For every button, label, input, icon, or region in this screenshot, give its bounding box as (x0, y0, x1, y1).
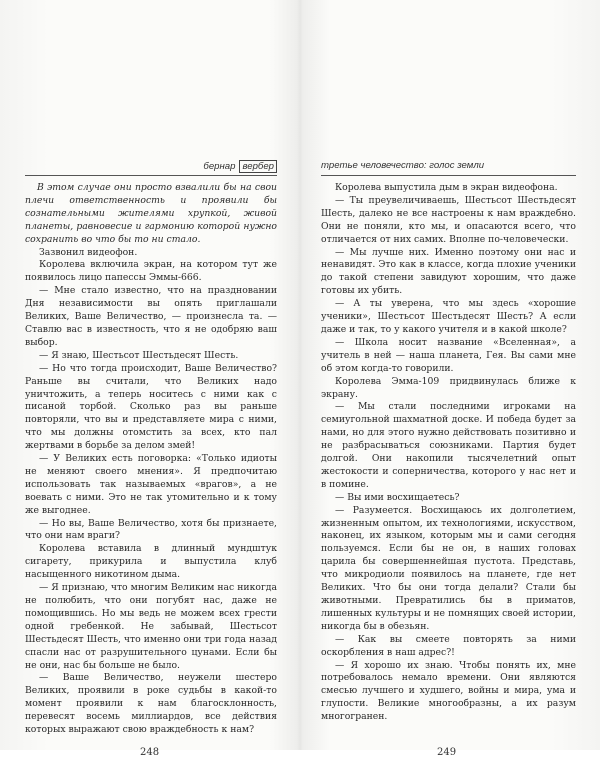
header-rule (25, 175, 277, 176)
paragraph: — Вы ими восхищаетесь? (335, 491, 460, 503)
left-page-body (25, 182, 277, 737)
paragraph: — Мы стали последними игроками на семиугольной шахматной доске. И победа будет за нами, но для этого нужно действовать позитивно и не разбрасываться союзниками. Партия будет долгой. Они накопили тысячелетний опыт жестокости и соперничества, которого у нас нет и в помине. (321, 401, 576, 490)
paragraph: — Ваше Величество, неужели шестеро Великих, проявили в роке судьбы в какой-то момент проявили к нам благосклонность, перевесят восемь миллиардов, все действия которых выражают свою враждебность к нам? (25, 672, 277, 736)
right-running-header (321, 160, 576, 174)
paragraph: В этом случае они просто взвалили бы на свои плечи ответственность и проявили бы сознательными жителями хрупкой, живой планеты, равновесие и гармонию которой нужно сохранить во что бы то ни стало. (25, 182, 277, 245)
header-surname: вербер (239, 160, 277, 173)
header-book-title: третье человечество: голос земли (321, 160, 485, 171)
paragraph: — Но что тогда происходит, Ваше Величество? Раньше вы считали, что Великих надо уничтожить, а теперь носитесь с ними как с писаной торбой. Сколько раз вы раньше повторяли, что вы и представляете мира с ними, что мы должны отомстить за всех, кто пал жертвами в борьбе за делом змей! (25, 362, 277, 452)
paragraph: — Ты преувеличиваешь, Шестьсот Шестьдесят Шесть, далеко не все настроены к нам враждебно. Они не поняли, кто мы, и опасаются всего, что отличается от них самих. Вполне по-человечески. (321, 194, 576, 245)
right-page-body (321, 182, 576, 724)
paragraph: — Я признаю, что многим Великим нас никогда не полюбить, что они погубят нас, даже не помощившись. Но мы ведь не можем всех грести одной гребенкой. Не забывай, Шестьсот Шестьдесят Шесть, что именно они три года назад спасли нас от разрушительного цунами. Если бы не они, нас бы больше не было. (25, 582, 277, 671)
paragraph: Королева включила экран, на котором тут же появилось лицо папессы Эммы-666. (25, 259, 277, 284)
paragraph: — Школа носит название «Вселенная», а учитель в ней — наша планета, Гея. Вы сами мне об этом когда-то говорили. (321, 336, 576, 374)
header-author: бернар (203, 161, 236, 172)
paragraph: — У Великих есть поговорка: «Только идиоты не меняют своего мнения». Я предпочитаю использовать так называемых «врагов», а не воевать с ними. Это не так утомительно и к тому же выгоднее. (25, 453, 277, 516)
paragraph: Королева Эмма-109 придвинулась ближе к экрану. (321, 375, 576, 400)
paragraph: — Как вы смеете повторять за ними оскорбления в наш адрес?! (321, 633, 576, 658)
paragraph: — Мне стало известно, что на праздновании Дня независимости вы опять приглашали Великих, Ваше Величество, — произнесла та. — Ставлю вас в известность, что я не одобряю ваш выбор. (25, 285, 277, 348)
paragraph: — Мы лучше них. Именно поэтому они нас и ненавидят. Это как в классе, когда плохие ученики до такой степени завидуют хорошим, что даже готовы их убить. (321, 246, 576, 297)
header-rule (321, 175, 576, 176)
paragraph: — А ты уверена, что мы здесь «хорошие ученики», Шестьсот Шестьдесят Шесть? А если даже и так, то у какого учителя и в какой школе? (321, 298, 576, 335)
paragraph: — Но вы, Ваше Величество, хотя бы признаете, что они нам враги? (25, 517, 277, 542)
paragraph: — Я знаю, Шестьсот Шестьдесят Шесть. (39, 349, 239, 361)
paragraph: Королева вставила в длинный мундштук сигарету, прикурила и выпустила клуб насыщенного никотином дыма. (25, 543, 277, 581)
paragraph: Королева выпустила дым в экран видеофона. (335, 182, 558, 193)
paragraph: — Я хорошо их знаю. Чтобы понять их, мне потребовалось немало времени. Они являются смесью лучшего и худшего, войны и мира, ума и глупости. Великие многообразны, а их разум многогранен. (321, 659, 576, 723)
paragraph: Зазвонил видеофон. (39, 246, 138, 258)
page-number-left: 248 (140, 747, 160, 758)
left-page (25, 160, 277, 758)
right-page (321, 160, 576, 758)
page-number-right: 249 (437, 747, 457, 758)
left-running-header (25, 160, 277, 174)
paragraph: — Разумеется. Восхищаюсь их долголетием, жизненным опытом, их технологиями, искусством, наконец, их языком, которым мы и сами сегодня пользуемся. Если бы не он, в наших головах царила бы совершеннейшая пустота. Представь, что микродиоли появилось на планете, где нет Великих. Что бы они тогда делали? Стали бы животными. Превратились бы в приматов, лишенных культуры и не помнящих своей истории, никогда бы в обезьян. (321, 504, 576, 632)
